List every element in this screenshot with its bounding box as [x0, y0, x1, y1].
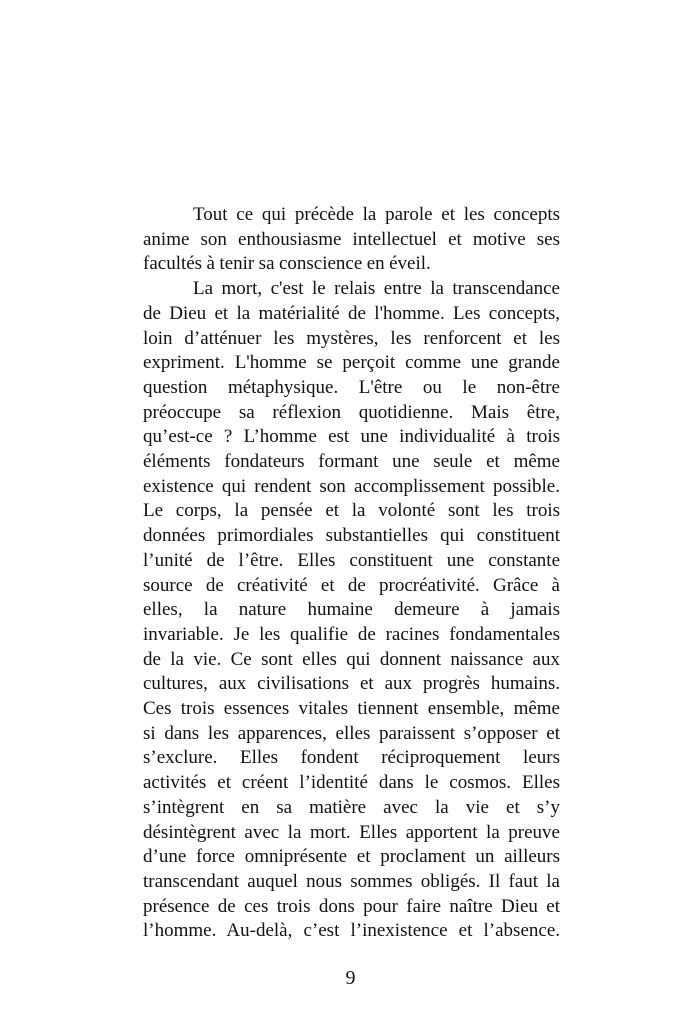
text-line: loin d’atténuer les mystères, les renforcent et les [143, 327, 560, 349]
body-text [143, 203, 560, 944]
text-line: désintègrent avec la mort. Elles apportent la preuve [143, 821, 560, 843]
text-line: l’homme. Au-delà, c’est l’inexistence et l’absence. [143, 920, 560, 942]
text-line: Ces trois essences vitales tiennent ensemble, même [143, 698, 560, 720]
paragraph [143, 277, 560, 944]
text-line: l’unité de l’être. Elles constituent une constante [143, 549, 560, 571]
text-line: activités et créent l’identité dans le cosmos. Elles [143, 772, 560, 794]
text-line: Le corps, la pensée et la volonté sont les trois [143, 500, 560, 522]
text-line: si dans les apparences, elles paraissent s’opposer et [143, 722, 560, 744]
text-line: expriment. L'homme se perçoit comme une grande [143, 352, 560, 374]
text-line: de Dieu et la matérialité de l'homme. Les concepts, [143, 302, 560, 324]
text-line: existence qui rendent son accomplissement possible. [143, 475, 560, 497]
text-line: s’intègrent en sa matière avec la vie et s’y [143, 796, 560, 818]
text-line: facultés à tenir sa conscience en éveil. [143, 253, 431, 275]
text-line: transcendant auquel nous sommes obligés. Il faut la [143, 870, 560, 892]
text-line: de la vie. Ce sont elles qui donnent naissance aux [143, 648, 560, 670]
text-line: éléments fondateurs formant une seule et même [143, 451, 560, 473]
page-content [143, 203, 560, 990]
text-line: s’exclure. Elles fondent réciproquement leurs [143, 747, 560, 769]
text-line: La mort, c'est le relais entre la transcendance [193, 278, 560, 300]
paragraph [143, 203, 560, 277]
text-line: source de créativité et de procréativité. Grâce à [143, 574, 560, 596]
text-line: données primordiales substantielles qui constituent [143, 525, 560, 547]
text-line: Tout ce qui précède la parole et les concepts [193, 204, 560, 225]
page-number: 9 [345, 967, 356, 990]
text-line: anime son enthousiasme intellectuel et motive ses [143, 228, 560, 250]
text-line: préoccupe sa réflexion quotidienne. Mais être, [143, 401, 560, 423]
text-line: d’une force omniprésente et proclament un ailleurs [143, 846, 560, 868]
text-line: cultures, aux civilisations et aux progrès humains. [143, 673, 560, 695]
text-line: question métaphysique. L'être ou le non-être [143, 376, 560, 398]
text-line: elles, la nature humaine demeure à jamais [143, 599, 560, 621]
text-line: qu’est-ce ? L’homme est une individualité à trois [143, 426, 560, 448]
text-line: présence de ces trois dons pour faire naître Dieu et [143, 895, 560, 917]
text-line: invariable. Je les qualifie de racines fondamentales [143, 623, 560, 645]
